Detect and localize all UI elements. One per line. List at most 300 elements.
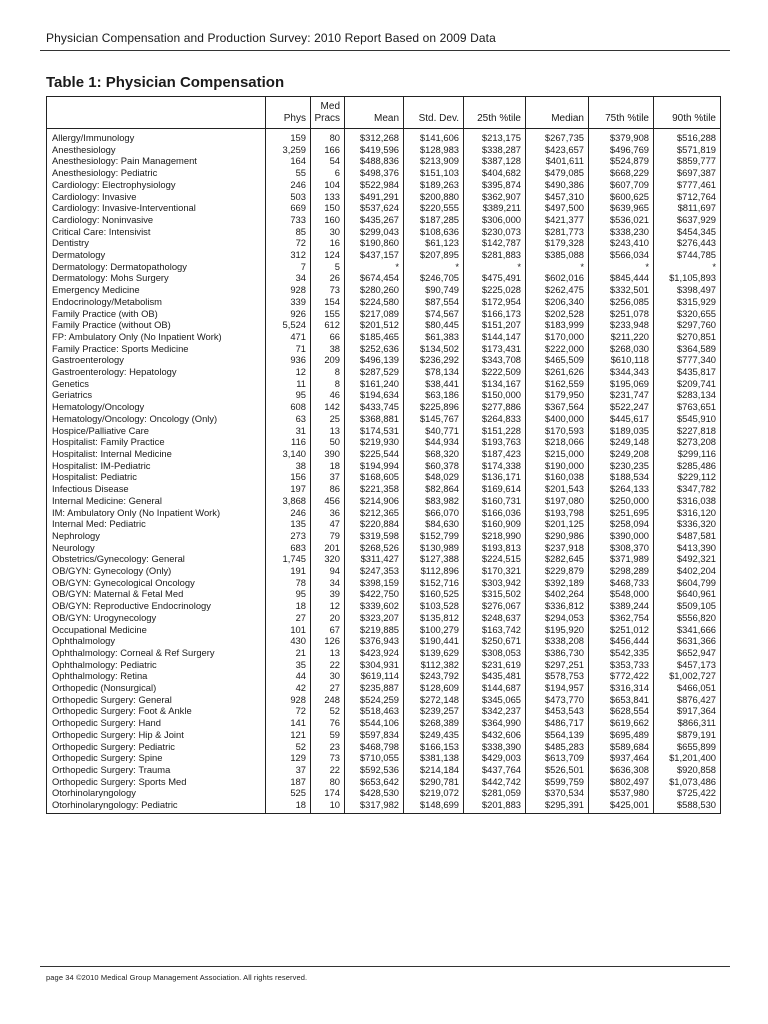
cell-med-pracs: 155 xyxy=(311,308,345,320)
cell-specialty: Emergency Medicine xyxy=(52,284,140,296)
cell-med-pracs: 73 xyxy=(311,284,345,296)
cell-p75: $425,001 xyxy=(589,799,654,813)
cell-p75: $256,085 xyxy=(589,296,654,308)
cell-p75: $344,343 xyxy=(589,366,654,378)
cell-p75: $258,094 xyxy=(589,518,654,530)
cell-mean: $221,358 xyxy=(345,483,404,495)
cell-specialty: Gastroenterology xyxy=(52,354,124,366)
cell-std-dev: $152,799 xyxy=(404,530,464,542)
cell-specialty: Family Practice (without OB) xyxy=(52,319,171,331)
cell-p75: $607,709 xyxy=(589,179,654,191)
cell-p75: $937,464 xyxy=(589,752,654,764)
cell-med-pracs: 16 xyxy=(311,237,345,249)
cell-p25: $303,942 xyxy=(464,577,526,589)
cell-phys: 101 xyxy=(266,624,311,636)
table-row xyxy=(47,296,721,308)
cell-phys: 1,745 xyxy=(266,553,311,565)
cell-med-pracs: 124 xyxy=(311,249,345,261)
cell-std-dev: $160,525 xyxy=(404,588,464,600)
cell-median: $194,957 xyxy=(526,682,589,694)
cell-specialty: Orthopedic Surgery: Hand xyxy=(52,717,161,729)
cell-mean: $168,605 xyxy=(345,471,404,483)
cell-p90: $509,105 xyxy=(654,600,721,612)
cell-med-pracs: 47 xyxy=(311,518,345,530)
cell-median: $602,016 xyxy=(526,272,589,284)
cell-p25: $338,390 xyxy=(464,741,526,753)
cell-median: $206,340 xyxy=(526,296,589,308)
cell-specialty: Geriatrics xyxy=(52,389,93,401)
cell-phys: 5,524 xyxy=(266,319,311,331)
cell-std-dev: $82,864 xyxy=(404,483,464,495)
cell-p75: $695,489 xyxy=(589,729,654,741)
cell-std-dev: $213,909 xyxy=(404,155,464,167)
cell-specialty: Orthopedic (Nonsurgical) xyxy=(52,682,157,694)
cell-phys: 44 xyxy=(266,670,311,682)
cell-p25: $222,509 xyxy=(464,366,526,378)
cell-p25: $387,128 xyxy=(464,155,526,167)
cell-mean: $488,836 xyxy=(345,155,404,167)
table-row xyxy=(47,284,721,296)
cell-p90: $457,173 xyxy=(654,659,721,671)
cell-p25: $389,211 xyxy=(464,202,526,214)
cell-median: $401,611 xyxy=(526,155,589,167)
cell-p75: $589,684 xyxy=(589,741,654,753)
cell-med-pracs: 8 xyxy=(311,378,345,390)
cell-specialty: Dermatology: Dermatopathology xyxy=(52,260,187,272)
table-row xyxy=(47,471,721,483)
cell-p75: $230,235 xyxy=(589,460,654,472)
cell-median: $162,559 xyxy=(526,378,589,390)
cell-specialty: Hospitalist: Internal Medicine xyxy=(52,447,172,459)
cell-med-pracs: 13 xyxy=(311,425,345,437)
cell-med-pracs: 12 xyxy=(311,600,345,612)
cell-mean: $435,267 xyxy=(345,214,404,226)
cell-p90: $920,858 xyxy=(654,764,721,776)
cell-median: $193,798 xyxy=(526,507,589,519)
cell-phys: 95 xyxy=(266,389,311,401)
table-row xyxy=(47,448,721,460)
cell-p25: $437,764 xyxy=(464,764,526,776)
cell-median: * xyxy=(526,261,589,273)
cell-std-dev: $268,389 xyxy=(404,717,464,729)
table-row xyxy=(47,378,721,390)
table-row xyxy=(47,460,721,472)
cell-median: $465,509 xyxy=(526,354,589,366)
cell-std-dev: $249,435 xyxy=(404,729,464,741)
cell-mean: $433,745 xyxy=(345,401,404,413)
cell-median: $421,377 xyxy=(526,214,589,226)
cell-p90: $227,818 xyxy=(654,425,721,437)
cell-p75: $845,444 xyxy=(589,272,654,284)
cell-phys: 733 xyxy=(266,214,311,226)
cell-std-dev: $381,138 xyxy=(404,752,464,764)
cell-phys: 669 xyxy=(266,202,311,214)
cell-mean: $194,634 xyxy=(345,389,404,401)
cell-std-dev: $220,555 xyxy=(404,202,464,214)
cell-p25: $429,003 xyxy=(464,752,526,764)
cell-p75: $537,980 xyxy=(589,787,654,799)
cell-std-dev: $190,441 xyxy=(404,635,464,647)
cell-phys: 156 xyxy=(266,471,311,483)
cell-median: $453,543 xyxy=(526,705,589,717)
cell-p75: $250,000 xyxy=(589,495,654,507)
table-row xyxy=(47,507,721,519)
cell-p75: $548,000 xyxy=(589,588,654,600)
cell-phys: 525 xyxy=(266,787,311,799)
cell-specialty: Otorhinolaryngology xyxy=(52,787,136,799)
cell-p90: $545,910 xyxy=(654,413,721,425)
cell-std-dev: $68,320 xyxy=(404,448,464,460)
table-row xyxy=(47,202,721,214)
cell-p90: $316,120 xyxy=(654,507,721,519)
compensation-table xyxy=(46,96,721,814)
cell-mean: $225,544 xyxy=(345,448,404,460)
cell-med-pracs: 154 xyxy=(311,296,345,308)
cell-mean: $194,994 xyxy=(345,460,404,472)
table-row xyxy=(47,191,721,203)
table-row xyxy=(47,787,721,799)
cell-p90: $763,651 xyxy=(654,401,721,413)
cell-specialty: Allergy/Immunology xyxy=(52,132,135,143)
cell-specialty: Cardiology: Invasive-Interventional xyxy=(52,202,196,214)
cell-phys: 430 xyxy=(266,635,311,647)
table-row xyxy=(47,331,721,343)
cell-p90: $273,208 xyxy=(654,436,721,448)
cell-p90: $1,073,486 xyxy=(654,776,721,788)
cell-p75: $332,501 xyxy=(589,284,654,296)
table-row xyxy=(47,389,721,401)
table-row xyxy=(47,600,721,612)
cell-med-pracs: 46 xyxy=(311,389,345,401)
table-row xyxy=(47,144,721,156)
column-header-phys: Phys xyxy=(266,97,311,129)
cell-p75: $468,733 xyxy=(589,577,654,589)
cell-p90: $777,461 xyxy=(654,179,721,191)
table-row xyxy=(47,354,721,366)
cell-phys: 18 xyxy=(266,799,311,813)
cell-specialty: Orthopedic Surgery: Pediatric xyxy=(52,740,175,752)
table-row xyxy=(47,308,721,320)
cell-mean: $323,207 xyxy=(345,612,404,624)
cell-mean: $376,943 xyxy=(345,635,404,647)
cell-std-dev: $141,606 xyxy=(404,129,464,144)
cell-mean: * xyxy=(345,261,404,273)
cell-std-dev: $38,441 xyxy=(404,378,464,390)
cell-median: $190,000 xyxy=(526,460,589,472)
cell-specialty: Hospitalist: Family Practice xyxy=(52,436,165,448)
cell-phys: 246 xyxy=(266,507,311,519)
cell-specialty: Orthopedic Surgery: General xyxy=(52,693,172,705)
cell-mean: $247,353 xyxy=(345,565,404,577)
cell-std-dev: $112,382 xyxy=(404,659,464,671)
cell-specialty: Occupational Medicine xyxy=(52,623,147,635)
cell-specialty: Otorhinolaryngology: Pediatric xyxy=(52,799,178,811)
cell-mean: $287,529 xyxy=(345,366,404,378)
cell-median: $179,950 xyxy=(526,389,589,401)
cell-median: $218,066 xyxy=(526,436,589,448)
cell-p25: $364,990 xyxy=(464,717,526,729)
cell-p90: * xyxy=(654,261,721,273)
cell-med-pracs: 52 xyxy=(311,705,345,717)
column-header-med-pracs: Med Pracs xyxy=(311,97,345,129)
cell-specialty: Hematology/Oncology: Oncology (Only) xyxy=(52,412,218,424)
cell-med-pracs: 20 xyxy=(311,612,345,624)
cell-std-dev: $90,749 xyxy=(404,284,464,296)
cell-median: $392,189 xyxy=(526,577,589,589)
table-row xyxy=(47,659,721,671)
table-title: Table 1: Physician Compensation xyxy=(46,74,285,91)
cell-p25: $230,073 xyxy=(464,226,526,238)
table-row xyxy=(47,741,721,753)
cell-p75: $251,078 xyxy=(589,308,654,320)
table-row xyxy=(47,542,721,554)
cell-std-dev: $40,771 xyxy=(404,425,464,437)
cell-std-dev: $219,072 xyxy=(404,787,464,799)
column-header-25th: 25th %tile xyxy=(464,97,526,129)
cell-median: $457,310 xyxy=(526,191,589,203)
cell-mean: $212,365 xyxy=(345,507,404,519)
cell-mean: $368,881 xyxy=(345,413,404,425)
column-header-75th: 75th %tile xyxy=(589,97,654,129)
cell-phys: 34 xyxy=(266,272,311,284)
cell-p75: $298,289 xyxy=(589,565,654,577)
cell-phys: 503 xyxy=(266,191,311,203)
cell-p75: $639,965 xyxy=(589,202,654,214)
cell-p25: $172,954 xyxy=(464,296,526,308)
table-row xyxy=(47,717,721,729)
cell-std-dev: $134,502 xyxy=(404,343,464,355)
cell-p90: $402,204 xyxy=(654,565,721,577)
cell-p90: $777,340 xyxy=(654,354,721,366)
cell-p75: $456,444 xyxy=(589,635,654,647)
cell-std-dev: $66,070 xyxy=(404,507,464,519)
cell-p75: $542,335 xyxy=(589,647,654,659)
cell-median: $170,000 xyxy=(526,331,589,343)
cell-mean: $224,580 xyxy=(345,296,404,308)
cell-median: $486,717 xyxy=(526,717,589,729)
cell-med-pracs: 201 xyxy=(311,542,345,554)
cell-p90: $640,961 xyxy=(654,588,721,600)
cell-p25: $173,431 xyxy=(464,343,526,355)
cell-std-dev: $151,103 xyxy=(404,167,464,179)
cell-p90: $571,819 xyxy=(654,144,721,156)
cell-median: $183,999 xyxy=(526,319,589,331)
cell-p25: $166,173 xyxy=(464,308,526,320)
cell-specialty: Family Practice (with OB) xyxy=(52,307,158,319)
cell-med-pracs: 86 xyxy=(311,483,345,495)
table-row xyxy=(47,635,721,647)
cell-med-pracs: 248 xyxy=(311,694,345,706)
cell-std-dev: $225,896 xyxy=(404,401,464,413)
cell-p25: $151,207 xyxy=(464,319,526,331)
table-row xyxy=(47,237,721,249)
cell-phys: 63 xyxy=(266,413,311,425)
cell-p75: * xyxy=(589,261,654,273)
cell-median: $195,920 xyxy=(526,624,589,636)
cell-phys: 339 xyxy=(266,296,311,308)
table-row xyxy=(47,647,721,659)
table-row xyxy=(47,764,721,776)
cell-med-pracs: 166 xyxy=(311,144,345,156)
cell-p25: $201,883 xyxy=(464,799,526,813)
cell-p25: $343,708 xyxy=(464,354,526,366)
cell-std-dev: $236,292 xyxy=(404,354,464,366)
cell-phys: 197 xyxy=(266,483,311,495)
cell-p90: $631,366 xyxy=(654,635,721,647)
cell-p90: $341,666 xyxy=(654,624,721,636)
cell-median: $202,528 xyxy=(526,308,589,320)
column-header-mean: Mean xyxy=(345,97,404,129)
cell-p75: $389,244 xyxy=(589,600,654,612)
cell-median: $613,709 xyxy=(526,752,589,764)
cell-specialty: Gastroenterology: Hepatology xyxy=(52,366,177,378)
cell-mean: $518,463 xyxy=(345,705,404,717)
cell-p75: $189,035 xyxy=(589,425,654,437)
cell-median: $267,735 xyxy=(526,129,589,144)
cell-p75: $362,754 xyxy=(589,612,654,624)
cell-p75: $195,069 xyxy=(589,378,654,390)
cell-specialty: Infectious Disease xyxy=(52,483,129,495)
cell-specialty: OB/GYN: Gynecological Oncology xyxy=(52,576,195,588)
cell-p90: $655,899 xyxy=(654,741,721,753)
cell-specialty: Dermatology: Mohs Surgery xyxy=(52,272,169,284)
cell-p90: $270,851 xyxy=(654,331,721,343)
cell-p25: $136,171 xyxy=(464,471,526,483)
cell-phys: 38 xyxy=(266,460,311,472)
cell-med-pracs: 10 xyxy=(311,799,345,813)
table-row xyxy=(47,319,721,331)
cell-p25: $404,682 xyxy=(464,167,526,179)
cell-p90: $276,443 xyxy=(654,237,721,249)
cell-phys: 164 xyxy=(266,155,311,167)
column-header-std-dev: Std. Dev. xyxy=(404,97,464,129)
cell-p25: $362,907 xyxy=(464,191,526,203)
cell-std-dev: $139,629 xyxy=(404,647,464,659)
cell-specialty: Anesthesiology: Pediatric xyxy=(52,167,158,179)
cell-med-pracs: 104 xyxy=(311,179,345,191)
table-row xyxy=(47,272,721,284)
cell-phys: 31 xyxy=(266,425,311,437)
cell-p90: $316,038 xyxy=(654,495,721,507)
cell-p25: $144,147 xyxy=(464,331,526,343)
cell-p25: $225,028 xyxy=(464,284,526,296)
cell-median: $564,139 xyxy=(526,729,589,741)
cell-median: $170,593 xyxy=(526,425,589,437)
table-row xyxy=(47,436,721,448)
cell-phys: 42 xyxy=(266,682,311,694)
cell-p90: $712,764 xyxy=(654,191,721,203)
cell-phys: 72 xyxy=(266,237,311,249)
cell-specialty: Dermatology xyxy=(52,249,106,261)
cell-med-pracs: 59 xyxy=(311,729,345,741)
cell-mean: $252,636 xyxy=(345,343,404,355)
cell-median: $490,386 xyxy=(526,179,589,191)
cell-p75: $379,908 xyxy=(589,129,654,144)
cell-mean: $219,885 xyxy=(345,624,404,636)
cell-std-dev: $74,567 xyxy=(404,308,464,320)
cell-med-pracs: 142 xyxy=(311,401,345,413)
cell-phys: 273 xyxy=(266,530,311,542)
cell-med-pracs: 390 xyxy=(311,448,345,460)
cell-p90: $879,191 xyxy=(654,729,721,741)
table-row xyxy=(47,261,721,273)
cell-std-dev: $61,123 xyxy=(404,237,464,249)
cell-median: $367,564 xyxy=(526,401,589,413)
cell-specialty: Endocrinology/Metabolism xyxy=(52,295,162,307)
column-header-specialty xyxy=(47,97,266,129)
cell-specialty: Hospice/Palliative Care xyxy=(52,424,149,436)
cell-std-dev: $80,445 xyxy=(404,319,464,331)
cell-mean: $597,834 xyxy=(345,729,404,741)
cell-specialty: Ophthalmology: Pediatric xyxy=(52,658,157,670)
cell-p75: $316,314 xyxy=(589,682,654,694)
cell-specialty: Anesthesiology xyxy=(52,143,116,155)
cell-p25: $193,813 xyxy=(464,542,526,554)
cell-p25: $338,287 xyxy=(464,144,526,156)
table-row xyxy=(47,249,721,261)
cell-phys: 121 xyxy=(266,729,311,741)
cell-p75: $653,841 xyxy=(589,694,654,706)
cell-p25: $170,321 xyxy=(464,565,526,577)
cell-specialty: OB/GYN: Urogynecology xyxy=(52,611,157,623)
cell-p75: $249,148 xyxy=(589,436,654,448)
cell-specialty: Ophthalmology: Corneal & Ref Surgery xyxy=(52,646,215,658)
cell-specialty: Internal Medicine: General xyxy=(52,494,162,506)
cell-phys: 3,259 xyxy=(266,144,311,156)
cell-mean: $653,642 xyxy=(345,776,404,788)
cell-std-dev: $166,153 xyxy=(404,741,464,753)
cell-p90: $652,947 xyxy=(654,647,721,659)
table-row xyxy=(47,705,721,717)
cell-med-pracs: 209 xyxy=(311,354,345,366)
cell-phys: 187 xyxy=(266,776,311,788)
cell-phys: 116 xyxy=(266,436,311,448)
cell-med-pracs: 30 xyxy=(311,226,345,238)
cell-mean: $496,139 xyxy=(345,354,404,366)
cell-med-pracs: 50 xyxy=(311,436,345,448)
cell-mean: $710,055 xyxy=(345,752,404,764)
cell-med-pracs: 34 xyxy=(311,577,345,589)
cell-phys: 3,868 xyxy=(266,495,311,507)
cell-p25: $166,036 xyxy=(464,507,526,519)
cell-p90: $744,785 xyxy=(654,249,721,261)
cell-median: $370,534 xyxy=(526,787,589,799)
cell-std-dev: $128,983 xyxy=(404,144,464,156)
cell-phys: 7 xyxy=(266,261,311,273)
cell-phys: 471 xyxy=(266,331,311,343)
cell-phys: 95 xyxy=(266,588,311,600)
table-row xyxy=(47,413,721,425)
cell-med-pracs: 54 xyxy=(311,155,345,167)
cell-specialty: Critical Care: Intensivist xyxy=(52,225,151,237)
cell-std-dev: $135,812 xyxy=(404,612,464,624)
cell-std-dev: $108,636 xyxy=(404,226,464,238)
column-header-90th: 90th %tile xyxy=(654,97,721,129)
cell-p90: $697,387 xyxy=(654,167,721,179)
cell-median: $485,283 xyxy=(526,741,589,753)
cell-p90: $917,364 xyxy=(654,705,721,717)
cell-phys: 27 xyxy=(266,612,311,624)
cell-med-pracs: 126 xyxy=(311,635,345,647)
cell-median: $160,038 xyxy=(526,471,589,483)
cell-phys: 52 xyxy=(266,741,311,753)
cell-p90: $859,777 xyxy=(654,155,721,167)
table-body xyxy=(47,129,721,814)
cell-p75: $610,118 xyxy=(589,354,654,366)
cell-med-pracs: 38 xyxy=(311,343,345,355)
cell-med-pracs: 612 xyxy=(311,319,345,331)
cell-phys: 135 xyxy=(266,518,311,530)
